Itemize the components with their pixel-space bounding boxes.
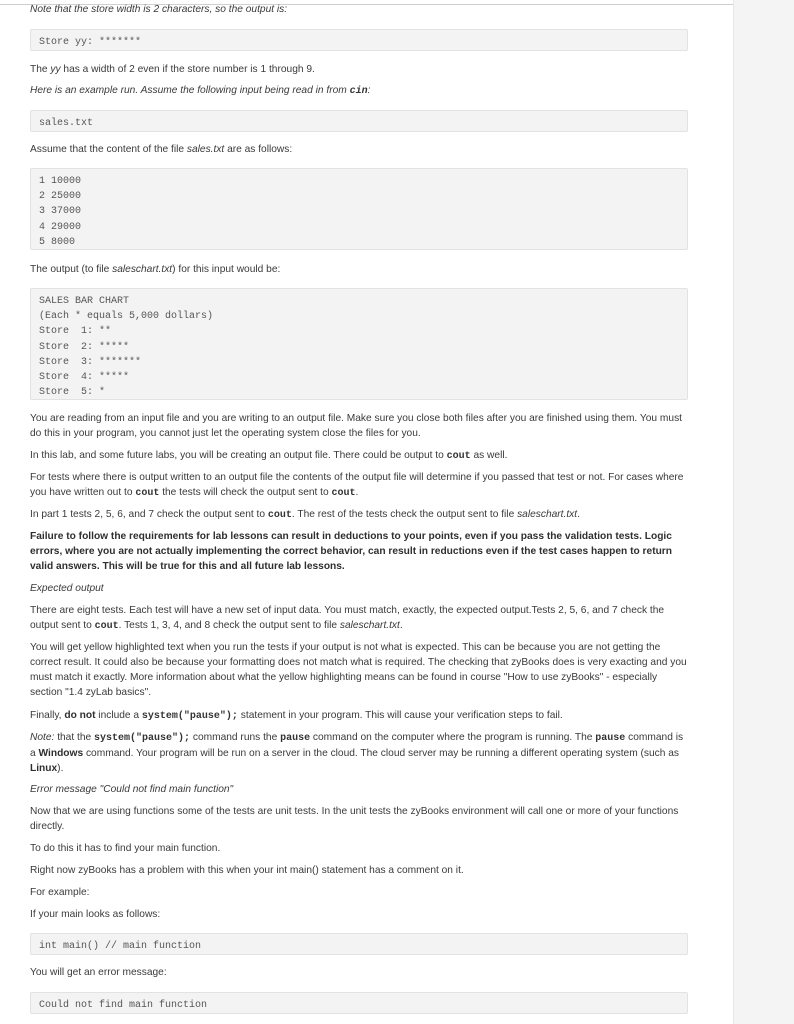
find-main-paragraph: To do this it has to find your main function.: [30, 843, 221, 854]
part1-tests-paragraph: In part 1 tests 2, 5, 6, and 7 check the output sent to cout. The rest of the tests check the output sent to file saleschart.txt.: [30, 509, 580, 521]
error-message-intro: You will get an error message:: [30, 967, 167, 978]
eight-tests-paragraph: There are eight tests. Each test will have a new set of input data. You must match, exactly, the expected output.Tests 2, 5, 6, and 7 check the output sent to cout. Tests 1, 3, 4, and 8 check the output sent to file saleschart.txt.: [30, 605, 665, 632]
chart-line: SALES BAR CHART: [39, 296, 130, 307]
pause-note: Note: that the system("pause"); command runs the pause command on the computer where the program is running. The pause command is a Windows command. Your program will be run on a server in the cloud. The cloud server may be running a different operating system (such as Linux).: [30, 732, 684, 774]
chart-line: Store 5: *: [39, 387, 106, 399]
expected-output-heading: Expected output: [30, 583, 104, 594]
chart-line: Store 1: **: [39, 326, 112, 338]
sales-file-content: [30, 168, 688, 250]
yellow-highlight-paragraph: You will get yellow highlighted text when you run the tests if your output is not what is expected. This can be because you are not getting the correct result. It could also be because your formatting does not match what is required. The checking that zyBooks does is very exacting and you must match it exactly. More information about what the yellow highlighting means can be found in course "How to use zyBooks" - especially section "1.4 zyLab basics".: [30, 642, 687, 698]
close-files-paragraph: You are reading from an input file and you are writing to an output file. Make sure you close both files after you are finished using them. You must do this in your program, you cannot just let the operating system close the files for you.: [30, 413, 683, 439]
right-side-panel: [733, 0, 794, 1024]
file-line: 1 10000: [39, 176, 82, 187]
output-note: The output (to file saleschart.txt) for this input would be:: [30, 264, 281, 275]
input-filename-box: sales.txt: [30, 110, 688, 132]
store-format-example: Store yy: *******: [30, 29, 688, 51]
for-example-label: For example:: [30, 887, 90, 898]
main-code-example: int main() // main function: [30, 933, 688, 955]
system-pause-warning: Finally, do not include a system("pause"); statement in your program. This will cause your verification steps to fail.: [30, 710, 563, 722]
error-message-heading: Error message "Could not find main function": [30, 784, 234, 795]
unit-tests-paragraph: Now that we are using functions some of the tests are unit tests. In the unit tests the zyBooks environment will call one or more of your functions directly.: [30, 806, 679, 832]
tests-paragraph: For tests where there is output written to an output file the contents of the output file will determine if you passed that test or not. For cases where you have written out to cout the tests will check the output sent to cout.: [30, 472, 684, 499]
sales-chart-output: [30, 288, 688, 400]
file-line: 3 37000: [39, 206, 82, 218]
error-message-box: Could not find main function: [30, 992, 688, 1014]
file-line: 5 8000: [39, 236, 76, 248]
failure-warning: Failure to follow the requirements for lab lessons can result in deductions to your points, even if you pass the validation tests. Logic errors, where you are not actually implementing the correct behavior, can result in reductions even if the test cases happen to return valid answers. This will be true for this and all future lab lessons.: [30, 531, 672, 572]
chart-line: Store 4: *****: [39, 372, 130, 384]
chart-line: (Each * equals 5,000 dollars): [39, 311, 214, 323]
comment-problem-paragraph: Right now zyBooks has a problem with this when your int main() statement has a comment on it.: [30, 865, 464, 876]
file-line: 2 25000: [39, 191, 82, 203]
width-note: The yy has a width of 2 even if the store number is 1 through 9.: [30, 64, 315, 75]
file-content-note: Assume that the content of the file sales.txt are as follows:: [30, 144, 293, 155]
output-file-paragraph: In this lab, and some future labs, you will be creating an output file. There could be output to cout as well.: [30, 450, 508, 462]
main-looks-label: If your main looks as follows:: [30, 909, 161, 920]
example-run-note: Here is an example run. Assume the following input being read in from cin:: [30, 85, 371, 97]
file-line: 4 29000: [39, 221, 82, 233]
chart-line: Store 2: *****: [39, 341, 130, 353]
chart-line: Store 3: *******: [39, 356, 142, 368]
store-width-note: Note that the store width is 2 characters, so the output is:: [30, 4, 288, 15]
